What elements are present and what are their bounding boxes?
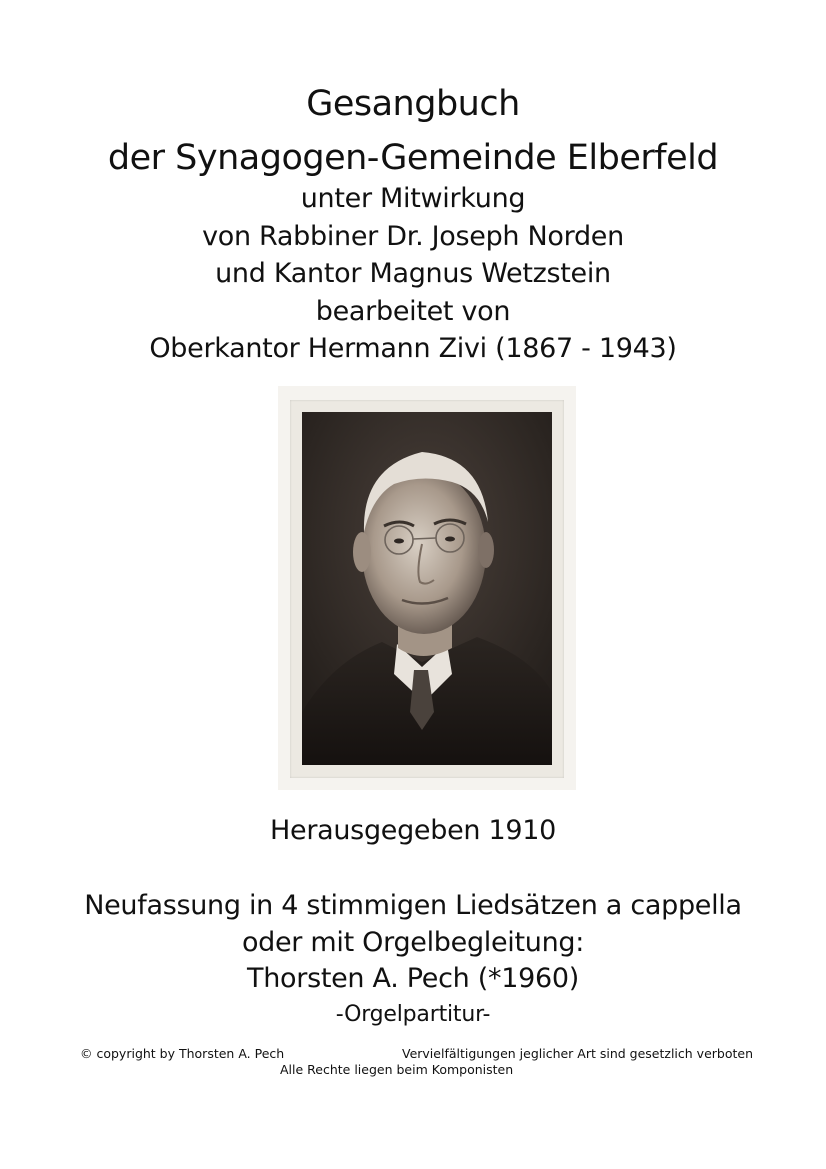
credit-line-5: Oberkantor Hermann Zivi (1867 - 1943) bbox=[149, 333, 677, 364]
revision-line-3: Thorsten A. Pech (*1960) bbox=[247, 963, 579, 994]
edition-label: -Orgelpartitur- bbox=[335, 1002, 491, 1027]
portrait-illustration bbox=[302, 412, 552, 765]
title-line-1: Gesangbuch bbox=[306, 84, 520, 124]
photo-card bbox=[290, 400, 564, 778]
portrait-photo bbox=[278, 386, 576, 790]
revision-line-2: oder mit Orgelbegleitung: bbox=[241, 927, 585, 958]
published-year: Herausgegeben 1910 bbox=[270, 815, 556, 846]
credit-line-4: bearbeitet von bbox=[315, 296, 511, 327]
copyright-notice: © copyright by Thorsten A. Pech bbox=[80, 1046, 285, 1061]
revision-line-1: Neufassung in 4 stimmigen Liedsätzen a cappella bbox=[84, 890, 742, 921]
credit-line-1: unter Mitwirkung bbox=[300, 183, 526, 214]
title-line-2: der Synagogen-Gemeinde Elberfeld bbox=[107, 138, 719, 178]
reproduction-notice: Vervielfältigungen jeglicher Art sind gesetzlich verboten bbox=[402, 1046, 754, 1061]
rights-notice: Alle Rechte liegen beim Komponisten bbox=[280, 1062, 514, 1077]
credit-line-3: und Kantor Magnus Wetzstein bbox=[215, 258, 611, 289]
credit-line-2: von Rabbiner Dr. Joseph Norden bbox=[202, 221, 624, 252]
portrait-image bbox=[302, 412, 552, 765]
